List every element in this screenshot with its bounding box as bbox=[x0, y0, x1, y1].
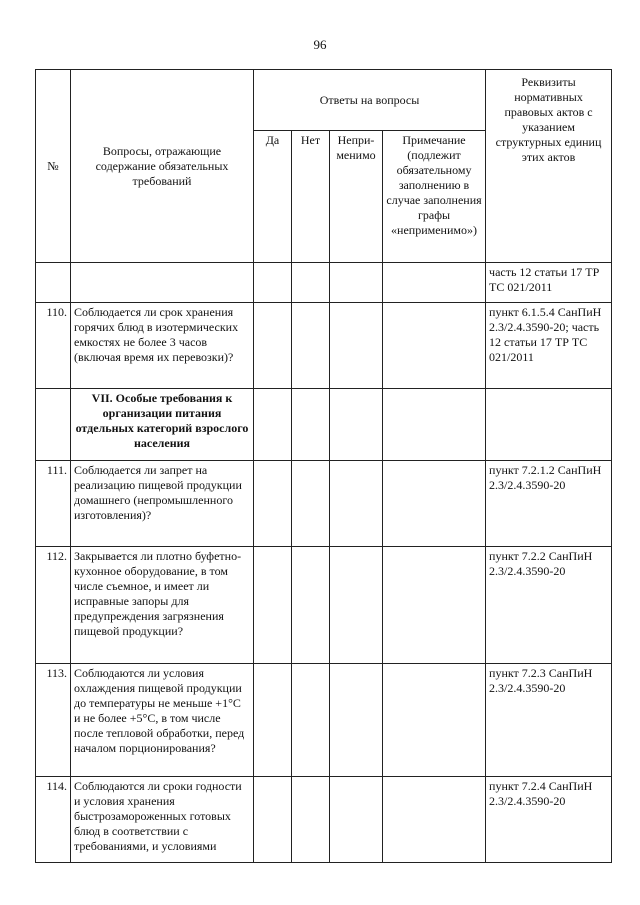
page-number: 96 bbox=[313, 37, 327, 52]
row-reference bbox=[486, 389, 612, 461]
yes-cell[interactable] bbox=[254, 547, 292, 664]
row-reference: пункт 6.1.5.4 СанПиН 2.3/2.4.3590-20; часть 12 статьи 17 ТР ТС 021/2011 bbox=[486, 303, 612, 389]
row-reference: пункт 7.2.2 СанПиН 2.3/2.4.3590-20 bbox=[486, 547, 612, 664]
row-question: Соблюдается ли запрет на реализацию пищевой продукции домашнего (непромышленного изготовления)? bbox=[71, 461, 254, 547]
row-number bbox=[36, 263, 71, 303]
header-num: № bbox=[36, 70, 71, 263]
header-answers: Ответы на вопросы bbox=[254, 70, 486, 131]
header-yes: Да bbox=[254, 131, 292, 263]
row-reference: пункт 7.2.3 СанПиН 2.3/2.4.3590-20 bbox=[486, 664, 612, 777]
header-na: Непри-менимо bbox=[330, 131, 383, 263]
na-cell[interactable] bbox=[330, 547, 383, 664]
row-reference: пункт 7.2.4 СанПиН 2.3/2.4.3590-20 bbox=[486, 777, 612, 863]
na-cell[interactable] bbox=[330, 664, 383, 777]
header-requisites: Реквизиты нормативных правовых актов с указанием структурных единиц этих актов bbox=[486, 70, 612, 263]
row-number: 114. bbox=[36, 777, 71, 863]
note-cell[interactable] bbox=[383, 547, 486, 664]
na-cell[interactable] bbox=[330, 461, 383, 547]
na-cell bbox=[330, 389, 383, 461]
no-cell bbox=[292, 389, 330, 461]
row-number: 113. bbox=[36, 664, 71, 777]
no-cell[interactable] bbox=[292, 461, 330, 547]
note-cell[interactable] bbox=[383, 263, 486, 303]
yes-cell[interactable] bbox=[254, 664, 292, 777]
note-cell[interactable] bbox=[383, 777, 486, 863]
row-number: 110. bbox=[36, 303, 71, 389]
yes-cell[interactable] bbox=[254, 777, 292, 863]
section-row bbox=[36, 389, 612, 461]
yes-cell[interactable] bbox=[254, 263, 292, 303]
yes-cell[interactable] bbox=[254, 461, 292, 547]
header-note: Примечание (подлежит обязательному заполнению в случае заполнения графы «неприменимо») bbox=[383, 131, 486, 263]
table-row bbox=[36, 263, 612, 303]
note-cell[interactable] bbox=[383, 461, 486, 547]
row-question bbox=[71, 263, 254, 303]
header-questions: Вопросы, отражающие содержание обязательных требований bbox=[71, 70, 254, 263]
table-row bbox=[36, 777, 612, 863]
no-cell[interactable] bbox=[292, 664, 330, 777]
na-cell[interactable] bbox=[330, 263, 383, 303]
header-row-1 bbox=[36, 70, 612, 131]
yes-cell[interactable] bbox=[254, 303, 292, 389]
requirements-table bbox=[35, 69, 612, 863]
note-cell[interactable] bbox=[383, 303, 486, 389]
table-row bbox=[36, 664, 612, 777]
na-cell[interactable] bbox=[330, 777, 383, 863]
na-cell[interactable] bbox=[330, 303, 383, 389]
no-cell[interactable] bbox=[292, 263, 330, 303]
row-question: Соблюдаются ли сроки годности и условия хранения быстрозамороженных готовых блюд в соответствии с требованиями, и условиями bbox=[71, 777, 254, 863]
no-cell[interactable] bbox=[292, 777, 330, 863]
row-reference: пункт 7.2.1.2 СанПиН 2.3/2.4.3590-20 bbox=[486, 461, 612, 547]
row-reference: часть 12 статьи 17 ТР ТС 021/2011 bbox=[486, 263, 612, 303]
yes-cell bbox=[254, 389, 292, 461]
no-cell[interactable] bbox=[292, 303, 330, 389]
table-row bbox=[36, 461, 612, 547]
row-number: 111. bbox=[36, 461, 71, 547]
note-cell[interactable] bbox=[383, 664, 486, 777]
row-question: Соблюдается ли срок хранения горячих блюд в изотермических емкостях не более 3 часов (включая время их перевозки)? bbox=[71, 303, 254, 389]
header-no: Нет bbox=[292, 131, 330, 263]
row-question: Закрывается ли плотно буфетно-кухонное оборудование, в том числе съемное, и имеет ли исправные запоры для предупреждения загрязнения пищевой продукции? bbox=[71, 547, 254, 664]
section-heading: VII. Особые требования к организации питания отдельных категорий взрослого населения bbox=[71, 389, 254, 461]
table-row bbox=[36, 303, 612, 389]
row-question: Соблюдаются ли условия охлаждения пищевой продукции до температуры не меньше +1°С и не более +5°С, в том числе после тепловой обработки, перед началом порционирования? bbox=[71, 664, 254, 777]
row-number bbox=[36, 389, 71, 461]
no-cell[interactable] bbox=[292, 547, 330, 664]
row-number: 112. bbox=[36, 547, 71, 664]
note-cell bbox=[383, 389, 486, 461]
table-row bbox=[36, 547, 612, 664]
